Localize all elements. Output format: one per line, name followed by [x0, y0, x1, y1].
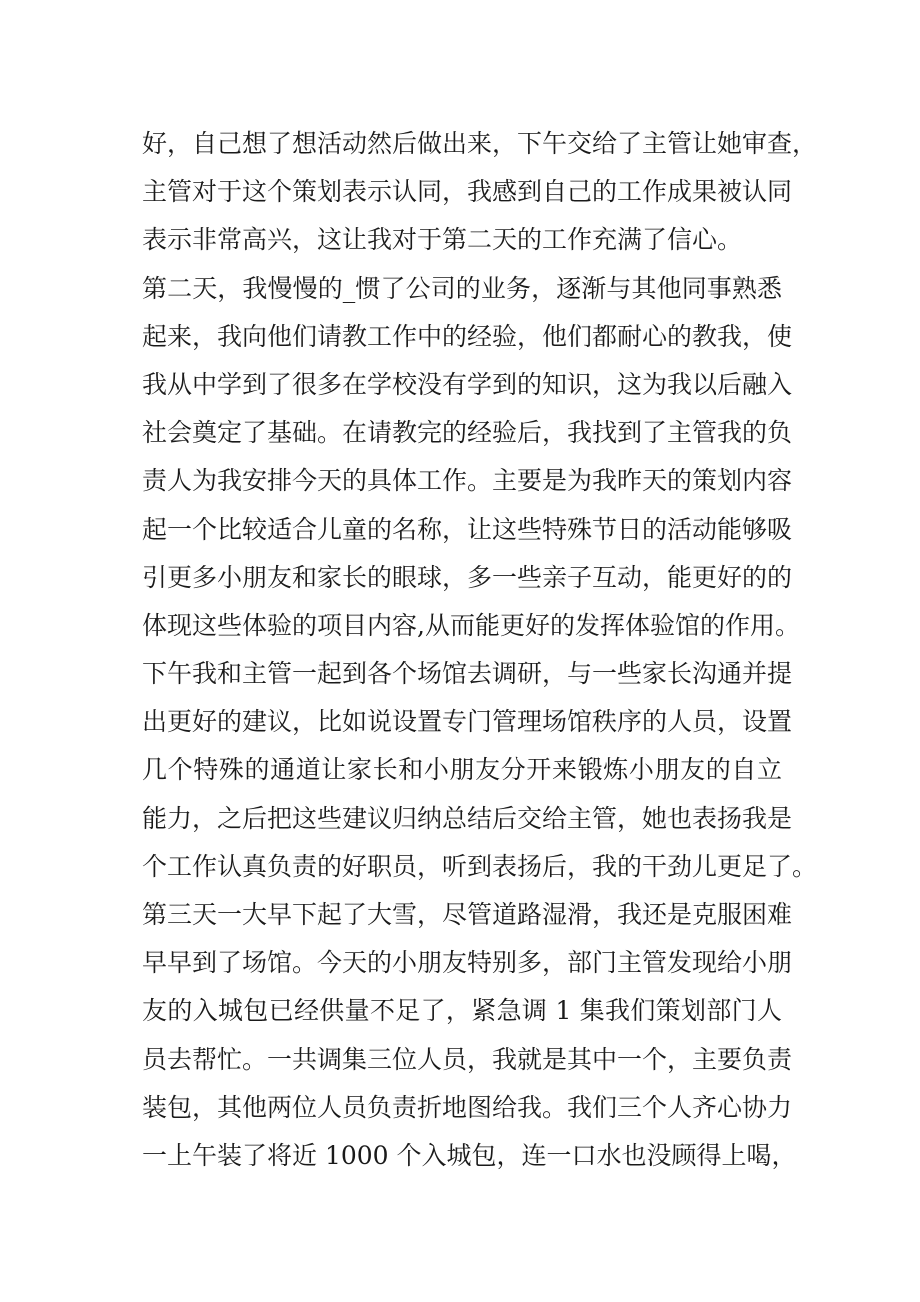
text-line: 好，自己想了想活动然后做出来，下午交给了主管让她审查，: [142, 129, 818, 158]
text-line: 第三天一大早下起了大雪，尽管道路湿滑，我还是克服困难: [142, 900, 793, 929]
text-line: 社会奠定了基础。在请教完的经验后，我找到了主管我的负: [142, 418, 793, 448]
text-line: 第二天，我慢慢的_惯了公司的业务，逐渐与其他同事熟悉: [142, 273, 782, 303]
text-line: 责人为我安排今天的具体工作。主要是为我昨天的策划内容: [142, 466, 793, 496]
text-line: 体现这些体验的项目内容,从而能更好的发挥体验馆的作用。: [142, 610, 800, 640]
text-line: 一上午装了将近 1000 个入城包，连一口水也没顾得上喝，: [142, 1140, 797, 1170]
text-line: 出更好的建议，比如说设置专门管理场馆秩序的人员，设置: [142, 707, 793, 737]
document-body: [142, 120, 818, 1180]
text-line: 引更多小朋友和家长的眼球，多一些亲子互动，能更好的的: [142, 562, 793, 592]
text-line: 几个特殊的通道让家长和小朋友分开来锻炼小朋友的自立: [142, 755, 782, 785]
text-line: 起一个比较适合儿童的名称，让这些特殊节日的活动能够吸: [142, 514, 793, 544]
text-line: 能力，之后把这些建议归纳总结后交给主管，她也表扬我是: [142, 803, 793, 833]
text-line: 表示非常高兴，这让我对于第二天的工作充满了信心。: [142, 225, 743, 255]
text-line: 下午我和主管一起到各个场馆去调研，与一些家长沟通并提: [142, 659, 793, 689]
text-line: 主管对于这个策划表示认同，我感到自己的工作成果被认同: [142, 177, 793, 207]
text-line: 起来，我向他们请教工作中的经验，他们都耐心的教我，使: [142, 321, 793, 351]
text-line: 个工作认真负责的好职员，听到表扬后，我的干劲儿更足了。: [142, 851, 818, 881]
text-line: 装包，其他两位人员负责折地图给我。我们三个人齐心协力: [142, 1092, 793, 1122]
text-line: 我从中学到了很多在学校没有学到的知识，这为我以后融入: [142, 369, 793, 399]
text-line: 早早到了场馆。今天的小朋友特别多，部门主管发现给小朋: [142, 948, 793, 978]
text-line: 员去帮忙。一共调集三位人员，我就是其中一个，主要负责: [142, 1044, 793, 1074]
text-line: 友的入城包已经供量不足了，紧急调 1 集我们策划部门人: [142, 996, 782, 1026]
